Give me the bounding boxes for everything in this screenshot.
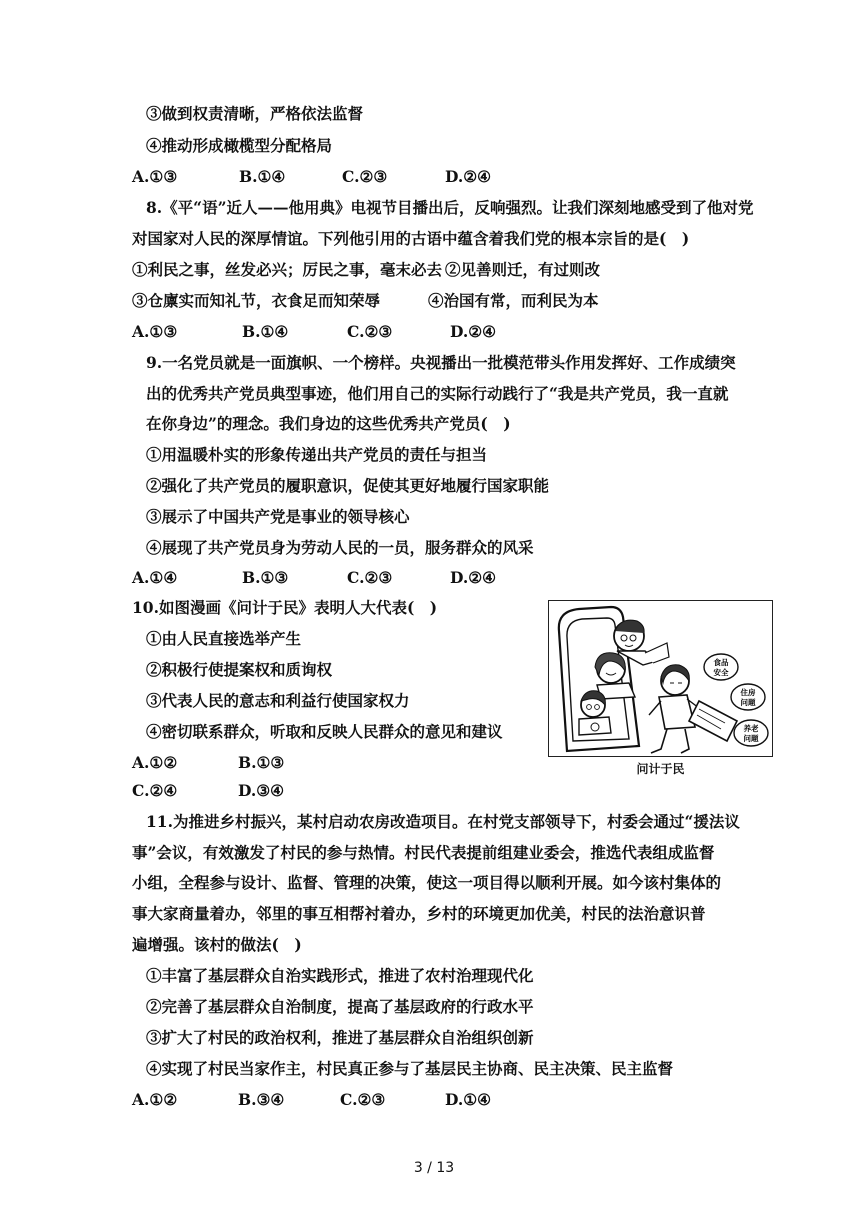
q10-option-3: ③代表人民的意志和利益行使国家权力	[146, 691, 410, 710]
q11-answer-a: A.①②	[132, 1090, 178, 1109]
q8-option-4: ④治国有常，而利民为本	[428, 291, 599, 310]
q9-option-3: ③展示了中国共产党是事业的领导核心	[146, 507, 410, 526]
page-number: 3 / 13	[413, 1160, 455, 1176]
q9-option-1: ①用温暖朴实的形象传递出共产党员的责任与担当	[146, 445, 488, 464]
q10-option-4: ④密切联系群众，听取和反映人民群众的意见和建议	[146, 722, 503, 741]
q10-option-2: ②积极行使提案权和质询权	[146, 660, 333, 679]
q10-answer-b: B.①③	[238, 753, 285, 772]
bubble-2-line-1: 住房	[740, 688, 756, 697]
q7-answer-a: A.①③	[132, 167, 178, 186]
q8-option-2: ②见善则迁，有过则改	[445, 260, 601, 279]
q11-answer-b: B.③④	[238, 1090, 285, 1109]
q9-stem-line-3: 在你身边”的理念。我们身边的这些优秀共产党员( )	[146, 414, 511, 433]
q10-answer-a: A.①②	[132, 753, 178, 772]
q11-answer-c: C.②③	[340, 1090, 386, 1109]
q10-stem: 10.如图漫画《问计于民》表明人大代表( )	[132, 598, 438, 617]
q10-answer-d: D.③④	[238, 781, 285, 800]
q11-option-3: ③扩大了村民的政治权利，推进了基层群众自治组织创新	[146, 1028, 534, 1047]
q11-stem-line-5: 遍增强。该村的做法( )	[132, 935, 302, 954]
q10-answer-c: C.②④	[132, 781, 178, 800]
q9-answer-a: A.①④	[132, 568, 178, 587]
cartoon-illustration	[548, 600, 773, 757]
bubble-3-line-1: 养老	[743, 724, 759, 733]
q8-stem-line-2: 对国家对人民的深厚情谊。下列他引用的古语中蕴含着我们党的根本宗旨的是( )	[132, 229, 690, 248]
q7-option-4: ④推动形成橄榄型分配格局	[146, 136, 333, 155]
q8-answer-c: C.②③	[347, 322, 393, 341]
q8-answer-d: D.②④	[450, 322, 497, 341]
q7-answer-c: C.②③	[342, 167, 388, 186]
q8-answer-b: B.①④	[242, 322, 289, 341]
q11-stem-line-3: 小组，全程参与设计、监督、管理的决策，使这一项目得以顺利开展。如今该村集体的	[132, 873, 722, 892]
q11-option-2: ②完善了基层群众自治制度，提高了基层政府的行政水平	[146, 997, 534, 1016]
q8-option-1: ①利民之事，丝发必兴；厉民之事，毫末必去	[132, 260, 443, 279]
bubble-3-line-2: 问题	[743, 734, 759, 743]
q11-option-4: ④实现了村民当家作主，村民真正参与了基层民主协商、民主决策、民主监督	[146, 1059, 674, 1078]
q9-answer-d: D.②④	[450, 568, 497, 587]
q9-option-2: ②强化了共产党员的履职意识，促使其更好地履行国家职能	[146, 476, 550, 495]
bubble-1-line-1: 食品	[713, 658, 729, 667]
q8-option-3: ③仓廪实而知礼节，衣食足而知荣辱	[132, 291, 381, 310]
q7-option-3: ③做到权责清晰，严格依法监督	[146, 104, 364, 123]
bubble-1-line-2: 安全	[713, 668, 729, 677]
q8-answer-a: A.①③	[132, 322, 178, 341]
cartoon-drawing	[549, 601, 773, 757]
q9-stem-line-1: 9.一名党员就是一面旗帜、一个榜样。央视播出一批模范带头作用发挥好、工作成绩突	[146, 353, 736, 372]
q11-answer-d: D.①④	[445, 1090, 492, 1109]
q11-stem-line-1: 11.为推进乡村振兴，某村启动农房改造项目。在村党支部领导下，村委会通过“援法议	[146, 812, 740, 831]
bubble-2-line-2: 问题	[740, 698, 756, 707]
q11-stem-line-4: 事大家商量着办，邻里的事互相帮衬着办，乡村的环境更加优美，村民的法治意识普	[132, 904, 706, 923]
q8-stem-line-1: 8.《平“语”近人——他用典》电视节目播出后，反响强烈。让我们深刻地感受到了他对党	[146, 198, 754, 217]
q7-answer-d: D.②④	[445, 167, 492, 186]
q11-option-1: ①丰富了基层群众自治实践形式，推进了农村治理现代化	[146, 966, 534, 985]
q9-answer-b: B.①③	[242, 568, 289, 587]
q10-option-1: ①由人民直接选举产生	[146, 629, 302, 648]
q9-option-4: ④展现了共产党员身为劳动人民的一员，服务群众的风采	[146, 538, 534, 557]
q7-answer-b: B.①④	[239, 167, 286, 186]
cartoon-caption: 问计于民	[636, 762, 685, 776]
q11-stem-line-2: 事”会议，有效激发了村民的参与热情。村民代表提前组建业委会，推选代表组成监督	[132, 843, 715, 862]
q9-answer-c: C.②③	[347, 568, 393, 587]
q9-stem-line-2: 出的优秀共产党员典型事迹，他们用自己的实际行动践行了“我是共产党员，我一直就	[146, 384, 729, 403]
